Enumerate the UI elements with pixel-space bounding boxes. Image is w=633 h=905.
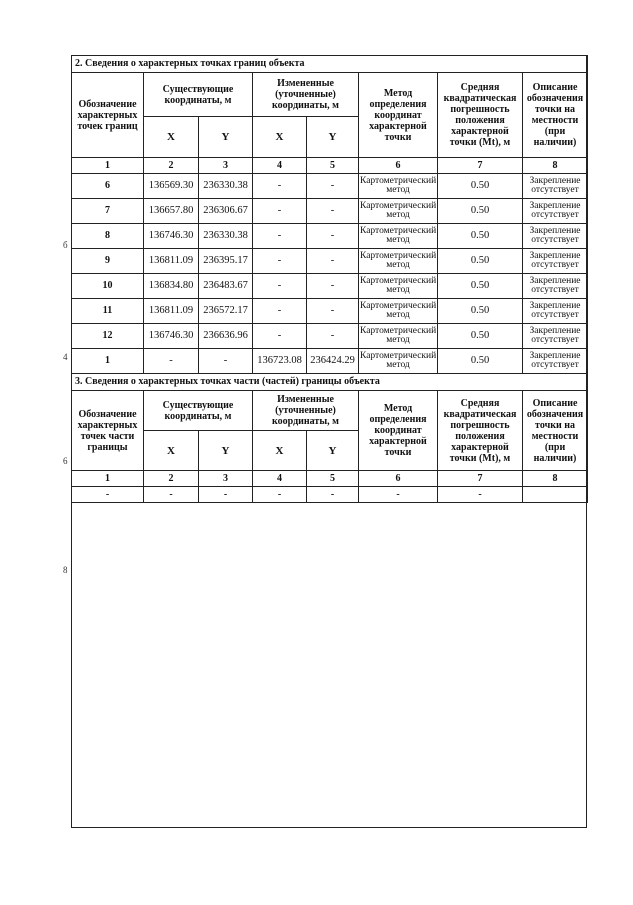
table-row xyxy=(72,324,588,349)
cell-y: 236306.67 xyxy=(199,199,253,224)
cell-changed-x: - xyxy=(253,199,307,224)
cell-method: Картометрический метод xyxy=(359,274,438,299)
header-changed-coords: Измененные (уточненные) координаты, м xyxy=(253,73,359,117)
cell-x: 136657.80 xyxy=(144,199,199,224)
header-error: Средняя квадратическая погрешность положения характерной точки (Mt), м xyxy=(438,73,523,158)
cell-changed-y: - xyxy=(307,487,359,503)
col-number: 1 xyxy=(72,158,144,174)
cell-description: Закрепление отсутствует xyxy=(523,274,588,299)
cell-point: 11 xyxy=(72,299,144,324)
table-row xyxy=(72,199,588,224)
col-number: 8 xyxy=(523,158,588,174)
cell-method: Картометрический метод xyxy=(359,324,438,349)
col-number: 5 xyxy=(307,471,359,487)
cell-method: Картометрический метод xyxy=(359,199,438,224)
header-y: Y xyxy=(199,431,253,471)
cell-description: Закрепление отсутствует xyxy=(523,299,588,324)
cell-y: 236572.17 xyxy=(199,299,253,324)
section3-table xyxy=(71,373,588,503)
cell-error: 0.50 xyxy=(438,249,523,274)
cell-method: Картометрический метод xyxy=(359,249,438,274)
cell-error: 0.50 xyxy=(438,324,523,349)
cell-x: 136811.09 xyxy=(144,299,199,324)
table-row xyxy=(72,224,588,249)
column-number-row xyxy=(72,158,588,174)
cell-x: - xyxy=(144,487,199,503)
column-number-row xyxy=(72,471,588,487)
margin-mark: 4 xyxy=(63,352,68,362)
cell-description: Закрепление отсутствует xyxy=(523,249,588,274)
header-method: Метод определения координат характерной точки xyxy=(359,391,438,471)
cell-description xyxy=(523,487,588,503)
cell-changed-x: - xyxy=(253,174,307,199)
cell-description: Закрепление отсутствует xyxy=(523,199,588,224)
cell-changed-x: - xyxy=(253,274,307,299)
header-method: Метод определения координат характерной точки xyxy=(359,73,438,158)
header-description: Описание обозначения точки на местности (при наличии) xyxy=(523,391,588,471)
cell-method: Картометрический метод xyxy=(359,299,438,324)
col-number: 7 xyxy=(438,471,523,487)
header-x: X xyxy=(144,431,199,471)
cell-description: Закрепление отсутствует xyxy=(523,324,588,349)
header-existing-coords: Существующие координаты, м xyxy=(144,391,253,431)
cell-changed-y: - xyxy=(307,299,359,324)
cell-x: 136811.09 xyxy=(144,249,199,274)
header-existing-coords: Существующие координаты, м xyxy=(144,73,253,117)
col-number: 6 xyxy=(359,158,438,174)
cell-y: 236395.17 xyxy=(199,249,253,274)
cell-method: Картометрический метод xyxy=(359,224,438,249)
cell-changed-y: - xyxy=(307,199,359,224)
cell-x: 136746.30 xyxy=(144,224,199,249)
col-number: 4 xyxy=(253,471,307,487)
cell-changed-x: - xyxy=(253,487,307,503)
margin-mark: б xyxy=(63,240,68,250)
cell-error: 0.50 xyxy=(438,199,523,224)
cell-error: 0.50 xyxy=(438,274,523,299)
cell-description: Закрепление отсутствует xyxy=(523,174,588,199)
cell-error: 0.50 xyxy=(438,174,523,199)
cell-point: 1 xyxy=(72,349,144,374)
cell-changed-y: 236424.29 xyxy=(307,349,359,374)
col-number: 7 xyxy=(438,158,523,174)
header-x: X xyxy=(144,117,199,158)
table-row xyxy=(72,249,588,274)
cell-method: Картометрический метод xyxy=(359,349,438,374)
cell-method: - xyxy=(359,487,438,503)
section3-title: 3. Сведения о характерных точках части (частей) границы объекта xyxy=(72,374,588,391)
cell-changed-y: - xyxy=(307,249,359,274)
col-number: 5 xyxy=(307,158,359,174)
cell-point: 10 xyxy=(72,274,144,299)
margin-mark: 6 xyxy=(63,456,68,466)
cell-method: Картометрический метод xyxy=(359,174,438,199)
cell-changed-x: 136723.08 xyxy=(253,349,307,374)
table-row xyxy=(72,174,588,199)
cell-point: - xyxy=(72,487,144,503)
cell-y: 236330.38 xyxy=(199,174,253,199)
cell-y: - xyxy=(199,487,253,503)
cell-point: 9 xyxy=(72,249,144,274)
header-y: Y xyxy=(199,117,253,158)
cell-point: 7 xyxy=(72,199,144,224)
header-error: Средняя квадратическая погрешность положения характерной точки (Mt), м xyxy=(438,391,523,471)
cell-description: Закрепление отсутствует xyxy=(523,349,588,374)
cell-description: Закрепление отсутствует xyxy=(523,224,588,249)
cell-changed-x: - xyxy=(253,324,307,349)
col-number: 2 xyxy=(144,158,199,174)
header-y: Y xyxy=(307,117,359,158)
table-row xyxy=(72,274,588,299)
header-point-designation: Обозначение характерных точек части границы xyxy=(72,391,144,471)
cell-y: 236636.96 xyxy=(199,324,253,349)
cell-error: - xyxy=(438,487,523,503)
col-number: 3 xyxy=(199,158,253,174)
cell-changed-x: - xyxy=(253,299,307,324)
table-row xyxy=(72,487,588,503)
col-number: 8 xyxy=(523,471,588,487)
header-x: X xyxy=(253,117,307,158)
cell-y: 236330.38 xyxy=(199,224,253,249)
cell-y: 236483.67 xyxy=(199,274,253,299)
header-x: X xyxy=(253,431,307,471)
margin-mark: 8 xyxy=(63,565,68,575)
col-number: 2 xyxy=(144,471,199,487)
cell-changed-x: - xyxy=(253,249,307,274)
col-number: 3 xyxy=(199,471,253,487)
cell-changed-y: - xyxy=(307,224,359,249)
cell-point: 6 xyxy=(72,174,144,199)
cell-error: 0.50 xyxy=(438,224,523,249)
cell-x: - xyxy=(144,349,199,374)
cell-changed-y: - xyxy=(307,324,359,349)
cell-y: - xyxy=(199,349,253,374)
cell-changed-x: - xyxy=(253,224,307,249)
col-number: 1 xyxy=(72,471,144,487)
cell-x: 136569.30 xyxy=(144,174,199,199)
section2-table xyxy=(71,55,588,374)
cell-changed-y: - xyxy=(307,274,359,299)
header-description: Описание обозначения точки на местности (при наличии) xyxy=(523,73,588,158)
table-row xyxy=(72,349,588,374)
cell-error: 0.50 xyxy=(438,299,523,324)
table-row xyxy=(72,299,588,324)
cell-point: 12 xyxy=(72,324,144,349)
col-number: 6 xyxy=(359,471,438,487)
cell-changed-y: - xyxy=(307,174,359,199)
cell-x: 136834.80 xyxy=(144,274,199,299)
header-y: Y xyxy=(307,431,359,471)
cell-x: 136746.30 xyxy=(144,324,199,349)
header-changed-coords: Измененные (уточненные) координаты, м xyxy=(253,391,359,431)
section2-title: 2. Сведения о характерных точках границ объекта xyxy=(72,56,588,73)
col-number: 4 xyxy=(253,158,307,174)
header-point-designation: Обозначение характерных точек границ xyxy=(72,73,144,158)
cell-point: 8 xyxy=(72,224,144,249)
cell-error: 0.50 xyxy=(438,349,523,374)
